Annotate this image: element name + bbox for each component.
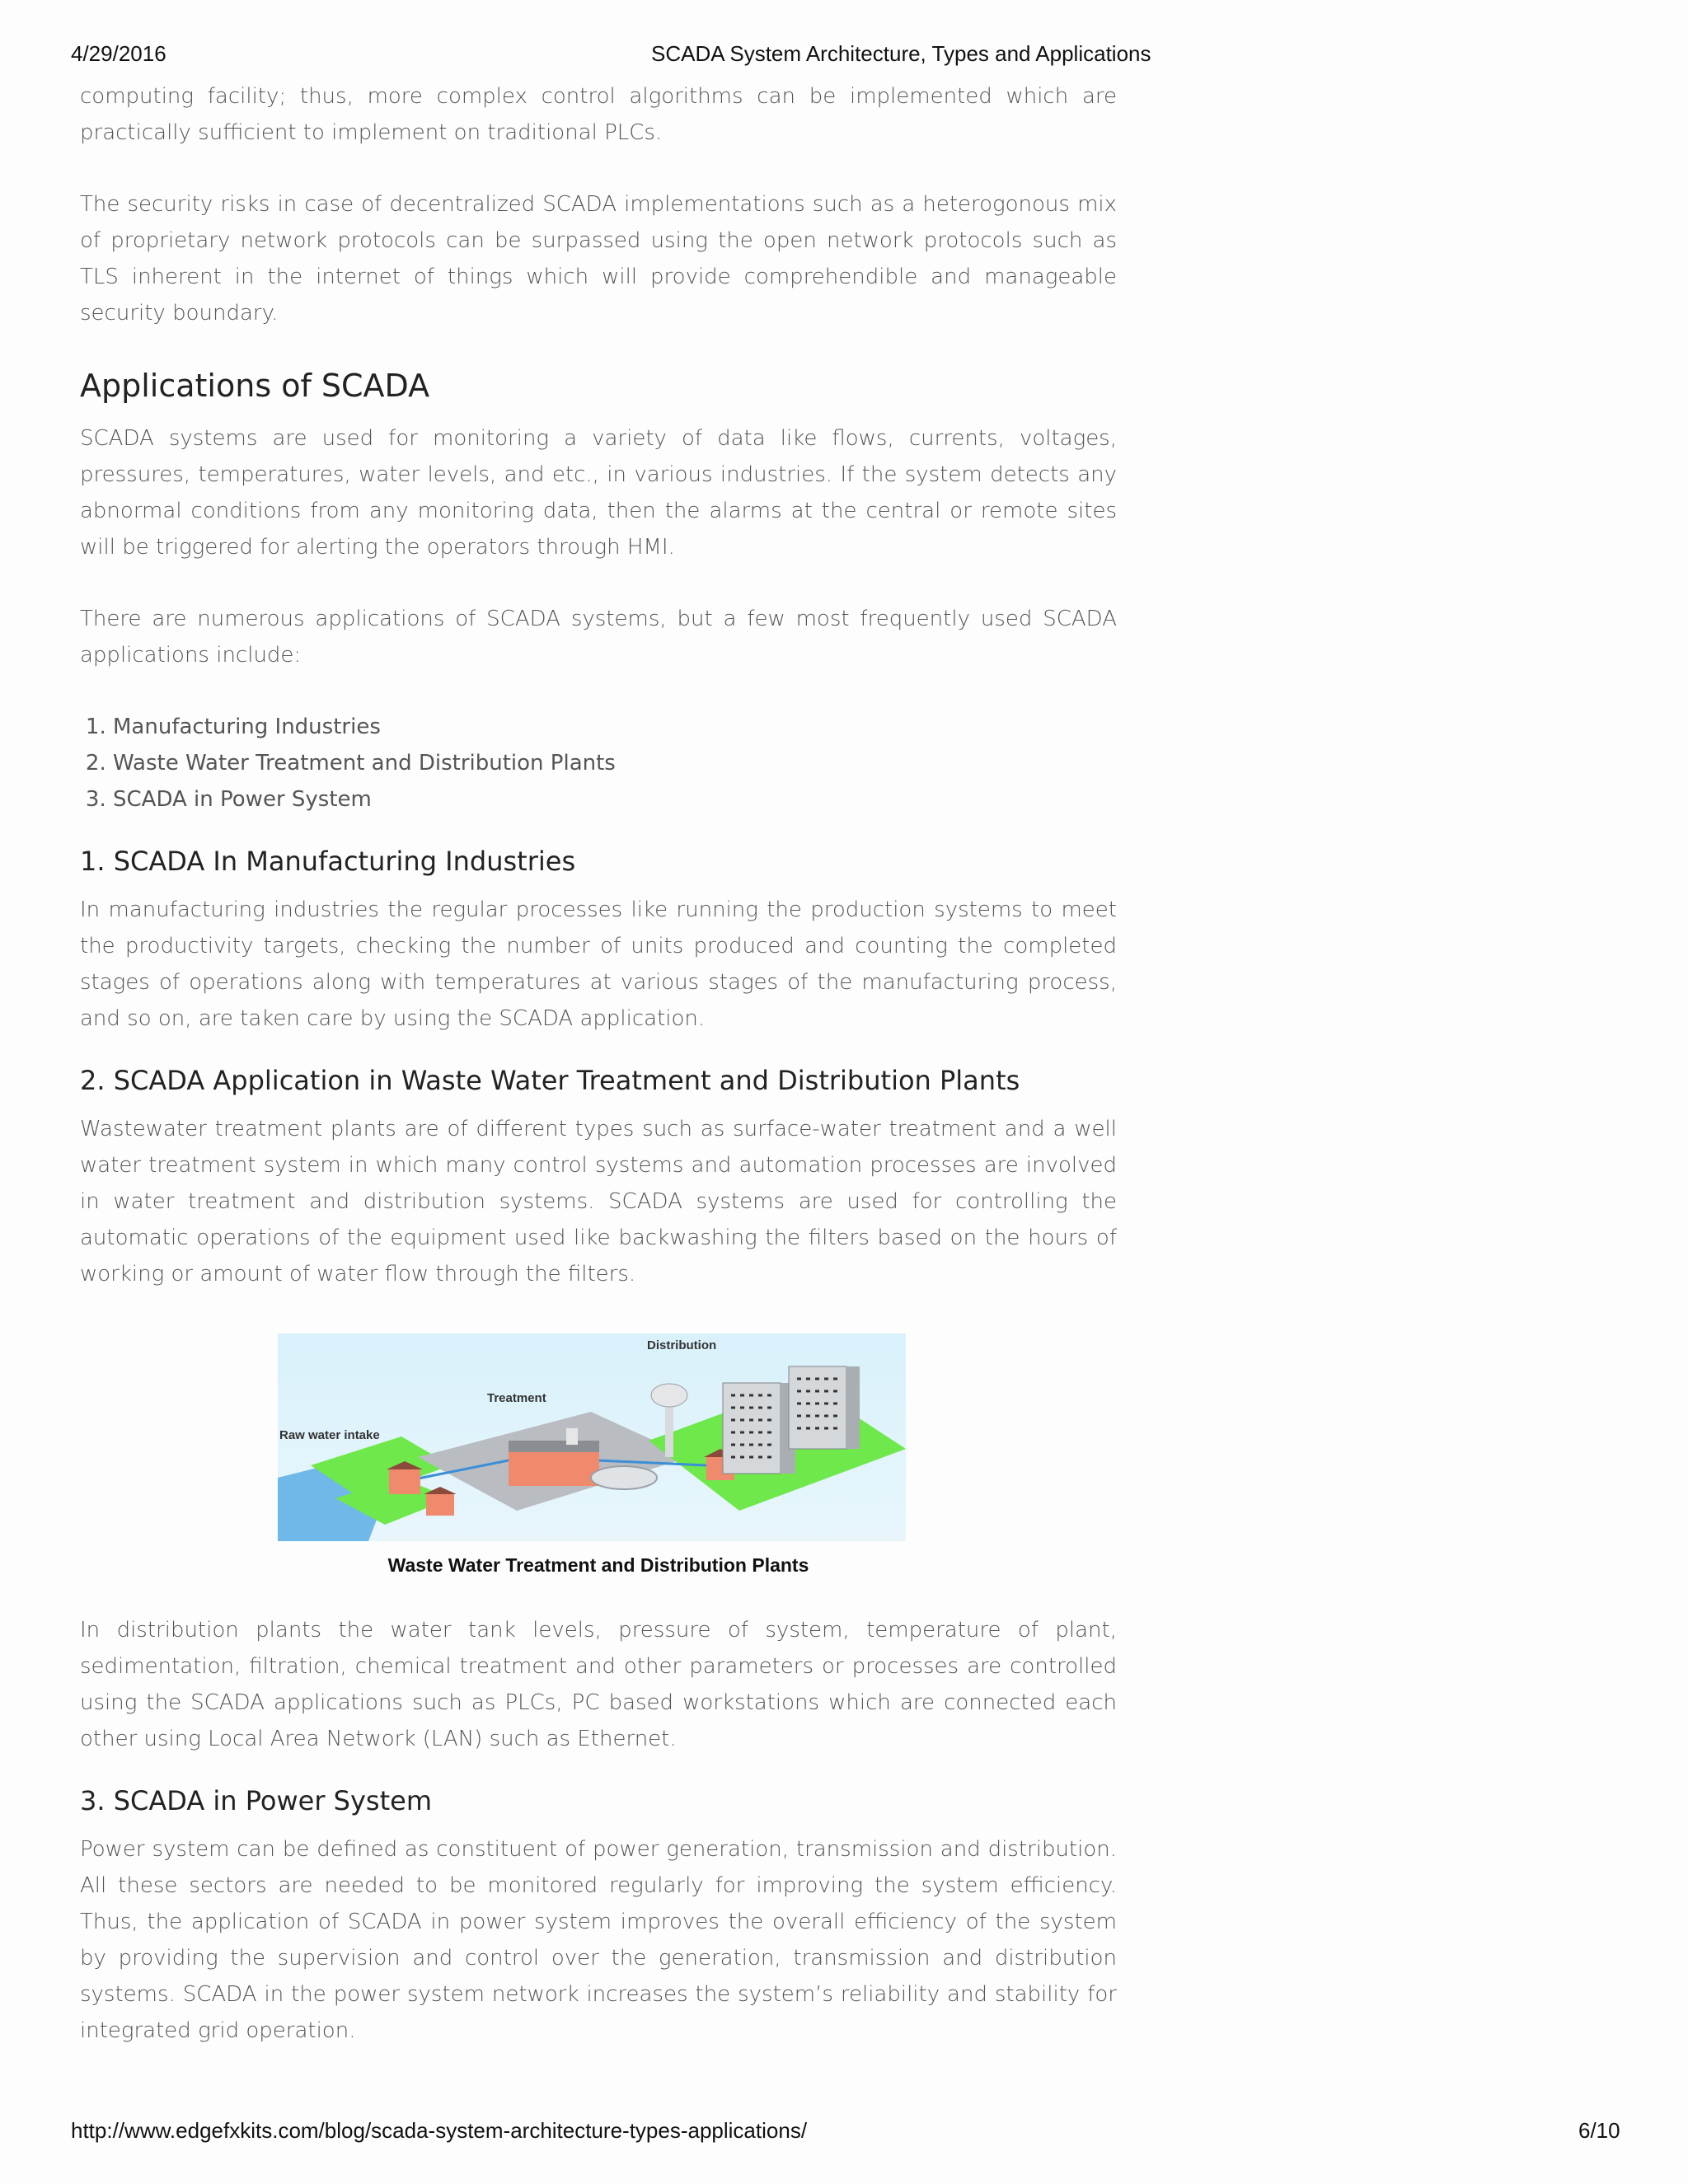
- treatment-factory: [509, 1449, 599, 1486]
- pump-house: [426, 1494, 454, 1516]
- list-item: 2. Waste Water Treatment and Distribution Plants: [113, 745, 1117, 781]
- wastewater-plant-illustration: [278, 1333, 906, 1541]
- pump-house: [389, 1469, 420, 1494]
- print-page-title: SCADA System Architecture, Types and Applications: [651, 41, 1151, 66]
- wastewater-heading: 2. SCADA Application in Waste Water Treatment and Distribution Plants: [80, 1065, 1020, 1096]
- intro-paragraph-2: The security risks in case of decentralized SCADA implementations such as a heterogonous mix of proprietary network protocols can be surpassed using the open network protocols such as TLS inherent in the internet of things which will provide comprehendible and manageable security boundary.: [80, 192, 1117, 326]
- applications-paragraph-1: SCADA systems are used for monitoring a variety of data like flows, currents, voltages, pressures, temperatures, water levels, and etc., in various industries. If the system detects any abnormal conditions from any monitoring data, then the alarms at the central or remote sites will be triggered for alerting the operators through HMI.: [80, 426, 1117, 560]
- distribution-label: Distribution: [647, 1338, 717, 1352]
- power-heading: 3. SCADA in Power System: [80, 1785, 432, 1816]
- article-body: [80, 78, 1117, 2049]
- water-tower-stem: [665, 1399, 673, 1457]
- print-date: 4/29/2016: [71, 41, 166, 66]
- raw-water-intake-label: Raw water intake: [279, 1428, 380, 1442]
- applications-paragraph-2: There are numerous applications of SCADA systems, but a few most frequently used SCADA applications include:: [80, 607, 1117, 668]
- print-url: http://www.edgefxkits.com/blog/scada-system-architecture-types-applications/: [71, 2118, 808, 2143]
- manufacturing-paragraph: In manufacturing industries the regular processes like running the production systems to meet the productivity targets, checking the number of units produced and counting the completed stages of operations along with temperatures at various stages of the manufacturing process, and so on, are taken care by using the SCADA application.: [80, 898, 1117, 1031]
- wastewater-paragraph-2: In distribution plants the water tank levels, pressure of system, temperature of plant, sedimentation, filtration, chemical treatment and other parameters or processes are controlled using the SCADA applications such as PLCs, PC based workstations which are connected each other using Local Area Network (LAN) such as Ethernet.: [80, 1618, 1117, 1751]
- list-item: 3. SCADA in Power System: [113, 781, 1117, 818]
- treatment-label: Treatment: [487, 1391, 546, 1405]
- settling-tank: [591, 1466, 657, 1489]
- applications-heading: Applications of SCADA: [80, 368, 430, 404]
- page-number: 6/10: [1578, 2118, 1620, 2143]
- intro-paragraph-1: computing facility; thus, more complex control algorithms can be implemented which are practically sufficient to implement on traditional PLCs.: [80, 84, 1117, 145]
- list-item: 1. Manufacturing Industries: [113, 709, 1117, 745]
- water-tower: [651, 1384, 687, 1407]
- wastewater-paragraph-1: Wastewater treatment plants are of different types such as surface-water treatment and a well water treatment system in which many control systems and automation processes are involved in water treatment and distribution systems. SCADA systems are used for controlling the automatic operations of the equipment used like backwashing the filters based on the hours of working or amount of water flow through the filters.: [80, 1117, 1117, 1286]
- power-paragraph: Power system can be defined as constituent of power generation, transmission and distribution. All these sectors are needed to be monitored regularly for improving the system efficiency. Thus, the application of SCADA in power system improves the overall efficiency of the system by providing the supervision and control over the generation, transmission and distribution systems. SCADA in the power system network increases the system’s reliability and stability for integrated grid operation.: [80, 1837, 1117, 2043]
- figure-caption: Waste Water Treatment and Distribution Plants: [387, 1554, 809, 1576]
- manufacturing-heading: 1. SCADA In Manufacturing Industries: [80, 846, 576, 877]
- applications-list: [80, 709, 1117, 818]
